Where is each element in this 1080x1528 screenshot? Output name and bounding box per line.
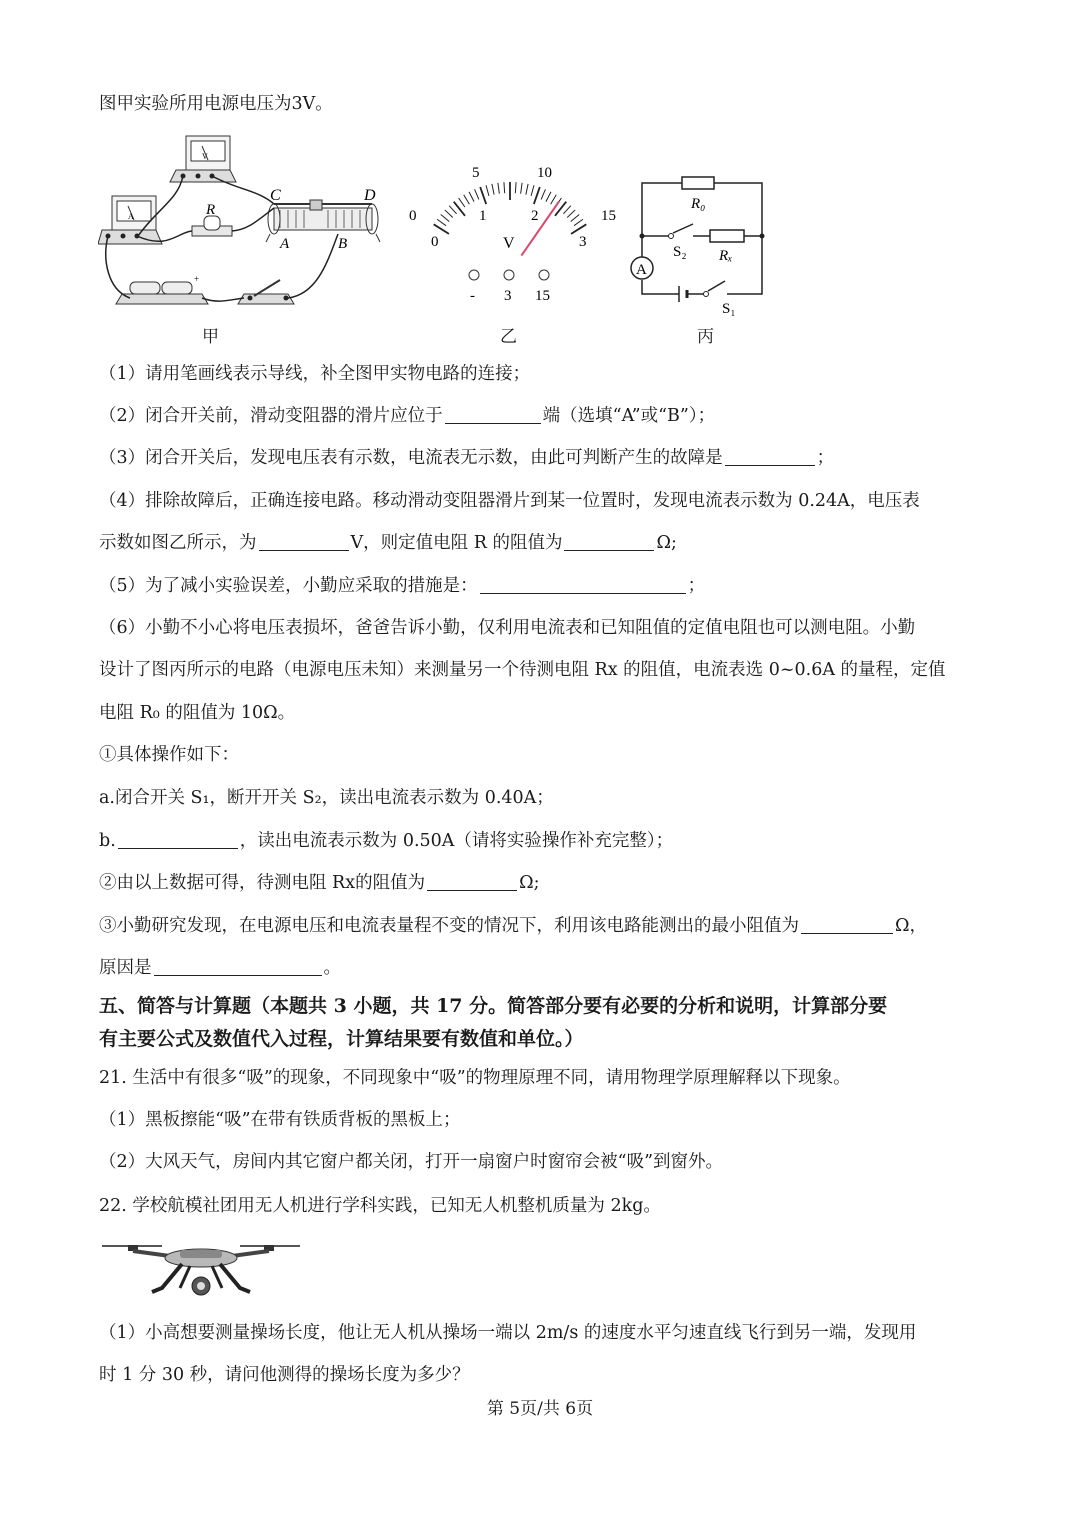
dial-tick (563, 206, 570, 214)
svg-text:V: V (202, 152, 208, 161)
dial-tick (445, 210, 453, 218)
svg-text:+: + (194, 274, 200, 284)
section5-heading-line2: 有主要公式及数值代入过程，计算结果要有数值和单位。） (99, 1028, 584, 1050)
svg-text:A: A (280, 236, 290, 252)
dial-bottom-0: 0 (431, 234, 439, 250)
section5-heading-line1: 五、简答与计算题（本题共 3 小题，共 17 分。简答部分要有必要的分析和说明，计算部分要 (99, 995, 888, 1017)
ammeter-symbol: A (636, 262, 647, 278)
switch-device (238, 280, 294, 304)
figure-bing-circuit (625, 170, 775, 320)
q4-resistance-blank[interactable] (564, 532, 654, 551)
q2-line: （2）闭合开关前，滑动变阻器的滑片应位于 端（选填“A”或“B”）； (99, 406, 716, 426)
dial-tick (551, 195, 557, 204)
q1-text: （1）请用笔画线表示导线，补全图甲实物电路的连接； (99, 364, 531, 384)
figure-jia (98, 130, 388, 320)
dial-tick (437, 219, 446, 225)
terminal-3: 3 (504, 288, 512, 304)
dial-bottom-2: 2 (531, 208, 539, 224)
drone-image (100, 1236, 302, 1308)
svg-text:C: C (270, 187, 281, 204)
dial-top-5: 5 (472, 165, 480, 181)
svg-text:R: R (206, 202, 216, 218)
dial-bottom-3: 3 (579, 234, 587, 250)
q21-part1: （1）黑板擦能“吸”在带有铁质背板的黑板上； (99, 1110, 461, 1130)
resistor-r (192, 202, 232, 236)
rheostat (266, 187, 380, 252)
dial-tick (546, 192, 551, 202)
dial-tick (469, 192, 474, 202)
q6-line2: 设计了图丙所示的电路（电源电压未知）来测量另一个待测电阻 Rx 的阻值，电流表选 0~0.6A 的量程，定值 (99, 660, 946, 680)
dial-tick (504, 182, 505, 193)
q4-voltage-blank[interactable] (259, 532, 349, 551)
dial-tick (498, 183, 499, 194)
q6-part3: ③小勤研究发现，在电源电压和电流表量程不变的情况下，利用该电路能测出的最小阻值为 Ω， (99, 916, 928, 936)
q4-line1: （4）排除故障后，正确连接电路。移动滑动变阻器滑片到某一位置时，发现电流表示数为 0.24A，电压表 (99, 491, 920, 511)
q21-part2: （2）大风天气，房间内其它窗户都关闭，打开一扇窗户时窗帘会被“吸”到窗外。 (99, 1152, 724, 1172)
q22-part1-line2: 时 1 分 30 秒，请问他测得的操场长度为多少？ (99, 1365, 470, 1385)
dial-unit: V (503, 235, 515, 252)
intro-text: 图甲实验所用电源电压为3V。 (99, 94, 333, 114)
dial-top-15: 15 (601, 208, 616, 224)
dial-tick (541, 189, 545, 199)
q22-part1-line1: （1）小高想要测量操场长度，他让无人机从操场一端以 2m/s 的速度水平匀速直线飞行到另一端，发现用 (99, 1323, 917, 1343)
dial-tick (571, 214, 579, 221)
label-rx: Rₓ (719, 248, 733, 264)
dial-top-10: 10 (537, 165, 552, 181)
svg-text:A: A (128, 212, 134, 221)
label-r0: R₀ (691, 196, 706, 212)
q6-line1: （6）小勤不小心将电压表损坏，爸爸告诉小勤，仅利用电流表和已知阻值的定值电阻也可以测电阻。小勤 (99, 618, 916, 638)
q4-line2: 示数如图乙所示，为 V，则定值电阻 R 的阻值为 Ω; (99, 533, 677, 553)
q5-blank[interactable] (480, 575, 686, 594)
svg-text:D: D (364, 187, 376, 204)
dial-tick (567, 210, 575, 218)
q6-min-resistance-blank[interactable] (801, 915, 893, 934)
dial-tick (480, 187, 486, 204)
q6-line3: 电阻 R₀ 的阻值为 10Ω。 (99, 703, 296, 723)
dial-tick (464, 195, 470, 204)
q3-blank[interactable] (725, 447, 815, 466)
label-s2: S₂ (673, 244, 687, 260)
svg-text:B: B (338, 236, 348, 252)
q6-part2: ②由以上数据可得，待测电阻 Rx的阻值为 Ω; (99, 873, 540, 893)
label-s1: S₁ (722, 301, 736, 317)
q6-operation-heading: ①具体操作如下： (99, 745, 239, 765)
dial-tick (441, 214, 449, 221)
dial-tick (531, 185, 534, 196)
dial-tick (515, 182, 516, 193)
terminal-minus: - (470, 288, 475, 304)
caption-yi: 乙 (500, 327, 517, 347)
dial-tick (459, 198, 465, 207)
dial-tick (526, 184, 528, 195)
figure-yi-voltmeter-dial (395, 160, 635, 310)
q6-step-b-blank[interactable] (118, 830, 238, 849)
q6-rx-blank[interactable] (427, 872, 517, 891)
dial-tick (454, 202, 465, 216)
battery-pack (116, 274, 208, 304)
dial-needle (521, 201, 559, 255)
dial-tick (534, 187, 540, 204)
q2-blank[interactable] (445, 405, 541, 424)
page-footer: 第 5页/共 6页 (486, 1399, 594, 1419)
caption-jia: 甲 (202, 327, 219, 347)
dial-tick (475, 189, 479, 199)
q6-reason: 原因是 。 (99, 958, 341, 978)
q6-reason-blank[interactable] (154, 957, 322, 976)
dial-top-0: 0 (409, 208, 417, 224)
q21-text: 21. 生活中有很多“吸”的现象，不同现象中“吸”的物理原理不同，请用物理学原理解释以下现象。 (99, 1068, 851, 1088)
dial-tick (434, 224, 449, 234)
dial-tick (574, 219, 583, 225)
q22-text: 22. 学校航模社团用无人机进行学科实践，已知无人机整机质量为 2kg。 (99, 1196, 661, 1216)
dial-bottom-1: 1 (479, 208, 487, 224)
terminal-15: 15 (535, 288, 550, 304)
caption-bing: 丙 (697, 327, 714, 347)
dial-tick (486, 185, 489, 196)
q6-step-a: a.闭合开关 S₁，断开开关 S₂，读出电流表示数为 0.40A； (99, 788, 554, 808)
q5-line: （5）为了减小实验误差，小勤应采取的措施是： ； (99, 576, 706, 596)
q6-step-b: b. ，读出电流表示数为 0.50A（请将实验操作补充完整）； (99, 831, 674, 851)
dial-tick (571, 224, 586, 234)
voltmeter-device (170, 136, 236, 182)
dial-tick (521, 183, 522, 194)
dial-tick (449, 206, 456, 214)
q3-line: （3）闭合开关后，发现电压表有示数，电流表无示数，由此可判断产生的故障是 ； (99, 448, 835, 468)
dial-tick (492, 184, 494, 195)
